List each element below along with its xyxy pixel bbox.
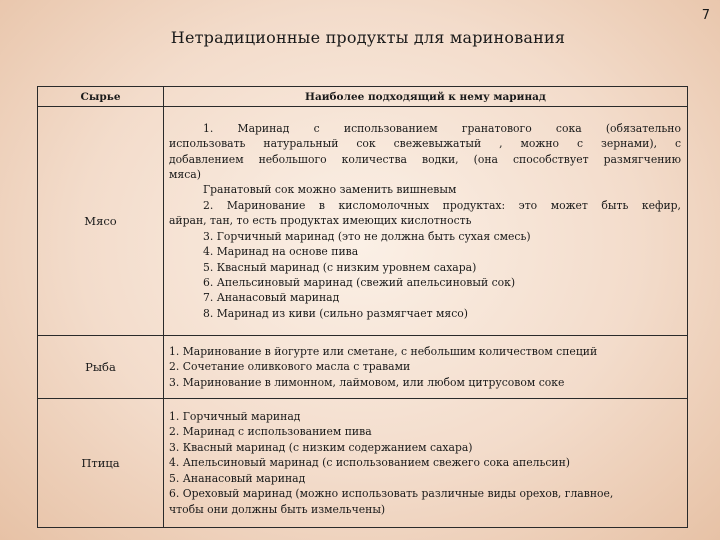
marinade-table bbox=[37, 86, 688, 528]
table-row bbox=[38, 399, 688, 528]
list-item: чтобы они должны быть измельчены) bbox=[169, 502, 386, 516]
list-item: 2. Маринование в кисломолочных продуктах: это может быть кефир, bbox=[203, 198, 681, 212]
list-item: мяса) bbox=[169, 168, 201, 182]
category-meat: Мясо bbox=[38, 107, 164, 336]
category-poultry: Птица bbox=[38, 399, 164, 528]
list-item: Гранатовый сок можно заменить вишневым bbox=[203, 183, 457, 197]
list-item: использовать натуральный сок свежевыжатый , можно с зернами), с bbox=[169, 137, 681, 151]
list-item: 5. Квасный маринад (с низким уровнем сахара) bbox=[203, 260, 477, 274]
list-item: 3. Маринование в лимонном, лаймовом, или любом цитрусовом соке bbox=[169, 375, 565, 389]
header-marinade: Наиболее подходящий к нему маринад bbox=[164, 87, 688, 107]
list-item: 4. Апельсиновый маринад (с использованием свежего сока апельсин) bbox=[169, 456, 571, 470]
marinade-list-fish bbox=[164, 336, 688, 399]
list-item: 7. Ананасовый маринад bbox=[203, 291, 340, 305]
list-item: айран, тан, то есть продуктах имеющих кислотность bbox=[169, 214, 472, 228]
header-raw-material: Сырье bbox=[38, 87, 164, 107]
list-item: 3. Квасный маринад (с низким содержанием сахара) bbox=[169, 440, 473, 454]
list-item: 5. Ананасовый маринад bbox=[169, 471, 306, 485]
marinade-list-poultry bbox=[164, 399, 688, 528]
list-item: 1. Маринад с использованием гранатового сока (обязательно bbox=[203, 121, 681, 135]
list-item: 1. Маринование в йогурте или сметане, с небольшим количеством специй bbox=[169, 344, 598, 358]
list-item: 3. Горчичный маринад (это не должна быть сухая смесь) bbox=[203, 229, 531, 243]
page-number: 7 bbox=[701, 8, 710, 23]
table-row bbox=[38, 336, 688, 399]
list-item: 8. Маринад из киви (сильно размягчает мясо) bbox=[203, 306, 468, 320]
list-item: 6. Ореховый маринад (можно использовать различные виды орехов, главное, bbox=[169, 487, 614, 501]
page-title: Нетрадиционные продукты для маринования bbox=[170, 28, 566, 47]
list-item: 6. Апельсиновый маринад (свежий апельсиновый сок) bbox=[203, 275, 516, 289]
table-row bbox=[38, 107, 688, 336]
list-item: 2. Маринад с использованием пива bbox=[169, 425, 372, 439]
marinade-list-meat bbox=[164, 107, 688, 336]
list-item: 2. Сочетание оливкового масла с травами bbox=[169, 360, 411, 374]
category-fish: Рыба bbox=[38, 336, 164, 399]
list-item: 1. Горчичный маринад bbox=[169, 410, 301, 424]
table-header-row bbox=[38, 87, 688, 107]
list-item: добавлением небольшого количества водки, (она способствует размягчению bbox=[169, 152, 681, 166]
list-item: 4. Маринад на основе пива bbox=[203, 245, 359, 259]
